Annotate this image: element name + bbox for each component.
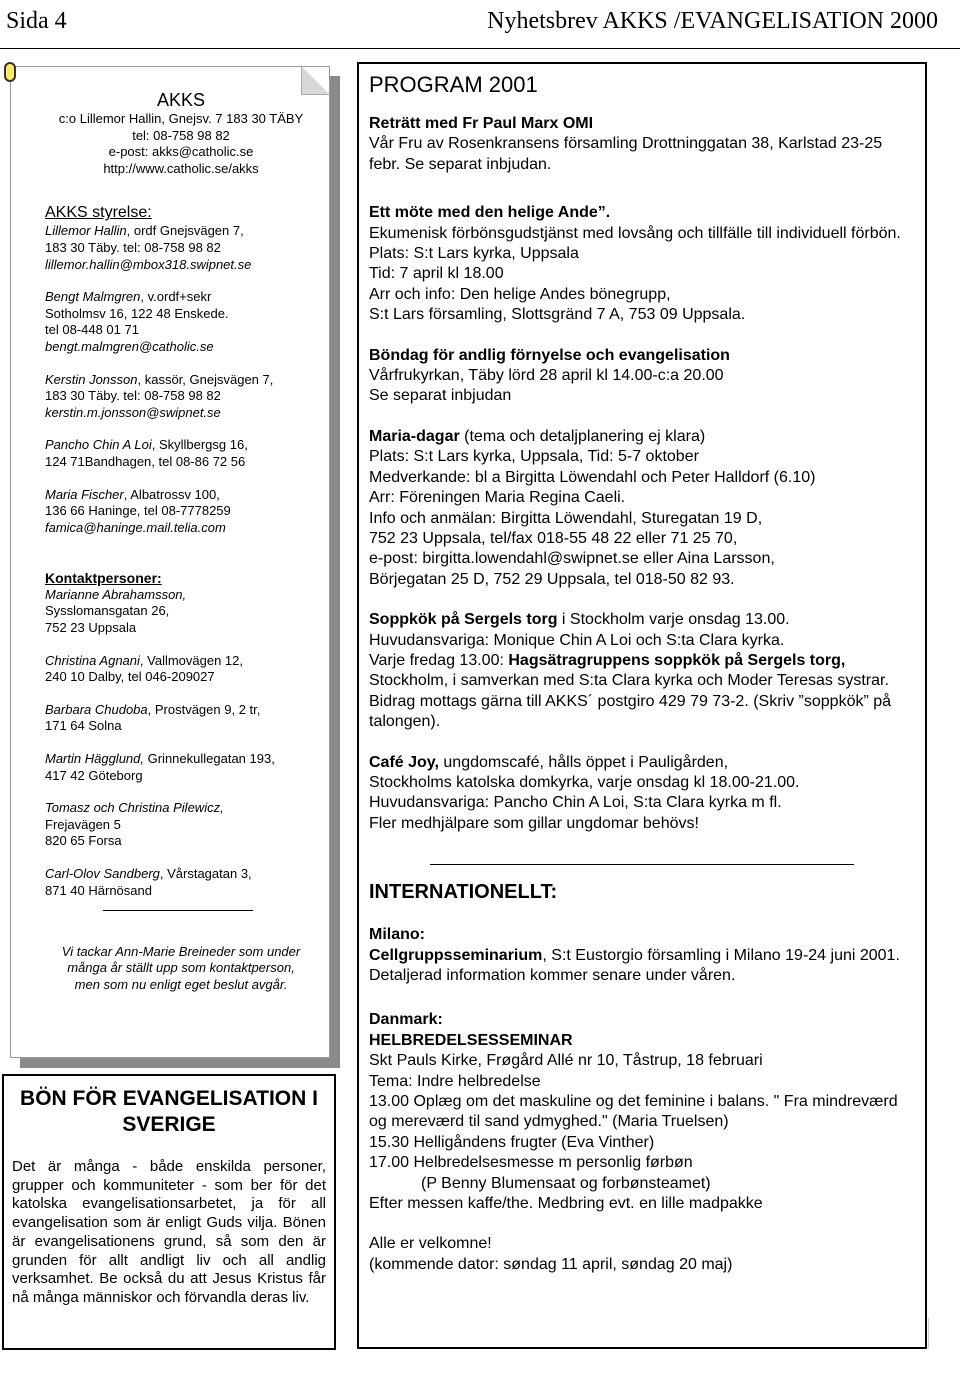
contact-address: 871 40 Härnösand [45, 882, 152, 898]
milano-details: , S:t Eustorgio församling i Milano 19-24 juni 2001. Detaljerad information kommer senare under våren. [369, 946, 900, 984]
danmark-line: 15.30 Helligåndens frugter (Eva Vinther) [369, 1133, 655, 1151]
page-number: Sida 4 [6, 8, 67, 34]
contact-name: Tomasz och Christina Pilewicz, [45, 800, 224, 816]
thanks-line: men som nu enligt eget beslut avgår. [74, 976, 288, 992]
maria-line: 752 23 Uppsala, tel/fax 018-55 48 22 eller 71 25 70, [369, 529, 738, 547]
danmark-line: 13.00 Oplæg om det maskuline og det feminine i balans. " Fra mindreværd og mereværd til sand ydmyghed." (Maria Truelsen) [369, 1093, 898, 1131]
contact-street: , Vårstagatan 3, [159, 866, 252, 881]
styrelse-heading: AKKS styrelse: [45, 204, 152, 222]
card-content [45, 89, 317, 994]
akks-phone: tel: 08-758 98 82 [132, 127, 230, 143]
member-role: , Albatrossv 100, [123, 486, 220, 502]
maria-line: e-post: birgitta.lowendahl@swipnet.se eller Aina Larsson, [369, 550, 775, 568]
maria-line: Medverkande: bl a Birgitta Löwendahl och Peter Halldorf (6.10) [369, 468, 816, 486]
contact-street: , Prostvägen 9, 2 tr, [147, 701, 261, 717]
danmark-after: Efter messen kaffe/the. Medbring evt. en lille madpakke [369, 1195, 763, 1213]
member-address: 124 71Bandhagen, tel 08-86 72 56 [45, 453, 246, 469]
kontakt-person [45, 587, 317, 637]
danmark-next-dates: (kommende dator: søndag 11 april, søndag 20 maj) [369, 1255, 733, 1273]
program-box [357, 62, 927, 1349]
contact-address: 820 65 Forsa [45, 833, 122, 849]
member-role: , ordf Gnejsvägen 7, [126, 223, 244, 239]
prayer-title: BÖN FÖR EVANGELISATION I SVERIGE [20, 1087, 318, 1136]
maria-line: Arr: Föreningen Maria Regina Caeli. [369, 489, 626, 507]
danmark-line: Tema: Indre helbredelse [369, 1072, 541, 1090]
kontakt-person [45, 800, 317, 850]
akks-address-line: c:o Lillemor Hallin, Gnejsv. 7 183 30 TÄBY [58, 111, 304, 126]
member-address: 183 30 Täby. tel: 08-758 98 82 [45, 388, 221, 404]
soppkok-heading-note: i Stockholm varje onsdag 13.00. [557, 611, 790, 629]
ande-line: Tid: 7 april kl 18.00 [369, 265, 504, 283]
ande-line: Plats: S:t Lars kyrka, Uppsala [369, 245, 579, 263]
milano-seminar: Cellgruppsseminarium [369, 946, 543, 964]
ande-line: S:t Lars församling, Slottsgränd 7 A, 753 09 Uppsala. [369, 306, 746, 324]
thanks-line: många år ställt upp som kontaktperson, [67, 960, 295, 976]
soppkok-line: Huvudansvariga: Monique Chin A Loi och S:ta Clara kyrka. [369, 631, 785, 649]
kontakt-person [45, 702, 317, 735]
kontakt-person [45, 653, 317, 686]
member-role: , Skyllbergsg 16, [151, 437, 248, 453]
retreat-heading: Reträtt med Fr Paul Marx OMI [369, 115, 594, 132]
contact-name: Martin Hägglund, [45, 751, 144, 767]
contact-city: 752 23 Uppsala [45, 620, 137, 636]
member-email: lillemor.hallin@mbox318.swipnet.se [45, 256, 252, 272]
paperclip-icon [4, 62, 16, 82]
cafe-heading-note: ungdomscafé, hålls öppet i Pauligården, [438, 753, 729, 771]
danmark-welcome: Alle er velkomne! [369, 1235, 492, 1253]
milano-text [369, 946, 915, 987]
maria-line: Börjegatan 25 D, 752 29 Uppsala, tel 018-50 82 93. [369, 570, 735, 588]
akks-website: http://www.catholic.se/akks [103, 160, 259, 176]
cafe-line: Stockholms katolska domkyrka, varje onsdag kl 18.00-21.00. [369, 773, 800, 791]
contact-name: Barbara Chudoba [45, 701, 148, 717]
header-divider [0, 48, 960, 49]
maria-heading-note: (tema och detaljplanering ej klara) [459, 427, 706, 445]
member-address: Sotholmsv 16, 122 48 Enskede. [45, 305, 229, 321]
retreat-text: Vår Fru av Rosenkransens församling Drottninggatan 38, Karlstad 23-25 febr. Se separat inbjudan. [369, 135, 883, 173]
contact-street: Grinnekullegatan 193, [144, 751, 275, 767]
kontakt-heading: Kontaktpersoner: [45, 570, 162, 587]
thanks-note [45, 944, 317, 994]
bondag-line: Vårfrukyrkan, Täby lörd 28 april kl 14.00-c:a 20.00 [369, 367, 724, 385]
cafe-line: Huvudansvariga: Pancho Chin A Loi, S:ta Clara kyrka m fl. [369, 794, 782, 812]
akks-email: e-post: akks@catholic.se [108, 144, 254, 160]
thanks-line: Vi tackar Ann-Marie Breineder som under [61, 943, 301, 959]
maria-line: Plats: S:t Lars kyrka, Uppsala, Tid: 5-7 oktober [369, 448, 699, 466]
milano-heading: Milano: [369, 926, 425, 944]
soppkok-hagsatra: Hagsätragruppens soppkök på Sergels torg, [508, 651, 846, 669]
member-name: Pancho Chin A Loi [45, 437, 152, 453]
ande-line: Arr och info: Den helige Andes bönegrupp, [369, 285, 671, 303]
soppkok-friday: Varje fredag 13.00: [369, 651, 509, 669]
soppkok-heading: Soppkök på Sergels torg [369, 611, 558, 629]
member-email: famica@haninge.mail.telia.com [45, 519, 226, 535]
styrelse-member [45, 437, 317, 470]
akks-title: AKKS [156, 90, 206, 110]
member-role: , kassör, Gnejsvägen 7, [137, 371, 274, 387]
maria-heading-row [369, 427, 915, 447]
styrelse-member [45, 372, 317, 422]
danmark-heading: Danmark: [369, 1011, 443, 1029]
cafe-line: Fler medhjälpare som gillar ungdomar behövs! [369, 814, 699, 832]
bondag-line: Se separat inbjudan [369, 387, 512, 405]
ande-line: Ekumenisk förbönsgudstjänst med lovsång och tillfälle till individuell förbön. [369, 224, 901, 242]
danmark-seminar-title: HELBREDELSESSEMINAR [369, 1031, 573, 1049]
styrelse-member [45, 487, 317, 537]
member-phone: tel 08-448 01 71 [45, 322, 139, 338]
danmark-indent-line: (P Benny Blumensaat og forbønsteamet) [421, 1174, 711, 1192]
prayer-box [2, 1074, 336, 1350]
member-name: Maria Fischer [45, 486, 124, 502]
section-divider [430, 864, 854, 865]
contact-address: 240 10 Dalby, tel 046-209027 [45, 669, 215, 685]
maria-heading: Maria-dagar [369, 427, 460, 445]
member-email: kerstin.m.jonsson@swipnet.se [45, 404, 221, 420]
ande-heading: Ett möte med den helige Ande”. [369, 204, 611, 222]
contact-card [10, 66, 340, 1068]
contact-address: Sysslomansgatan 26, [45, 603, 170, 619]
soppkok-heading-row [369, 610, 915, 630]
kontakt-person [45, 866, 317, 899]
contact-address: 171 64 Solna [45, 718, 122, 734]
soppkok-text: Stockholm, i samverkan med S:ta Clara kyrka och Moder Teresas systrar. Bidrag mottags gärna till AKKS´ postgiro 429 79 73-2. (Skriv ”soppkök” på talongen). [369, 672, 892, 731]
member-address: 183 30 Täby. tel: 08-758 98 82 [45, 239, 221, 255]
soppkok-line [369, 651, 915, 671]
contact-street: , Vallmovägen 12, [139, 652, 244, 668]
program-title: PROGRAM 2001 [369, 72, 538, 97]
newsletter-title: Nyhetsbrev AKKS /EVANGELISATION 2000 [487, 8, 938, 34]
member-name: Bengt Malmgren [45, 289, 141, 305]
signature-line [45, 899, 317, 916]
international-heading: INTERNATIONELLT: [369, 881, 558, 904]
page-edge-mark [928, 1318, 929, 1348]
danmark-line: Skt Pauls Kirke, Frøgård Allé nr 10, Tåstrup, 18 februari [369, 1052, 763, 1070]
danmark-line: 17.00 Helbredelsesmesse m personlig førbøn [369, 1154, 693, 1172]
contact-street: Frejavägen 5 [45, 816, 121, 832]
contact-name: Carl-Olov Sandberg [45, 866, 160, 881]
prayer-text: Det är många - både enskilda personer, grupper och kommuniteter - som ber för det katolska evangelisationsarbetet, ja för all evangelisation som är enligt Guds vilja. Bönen är evangelisationens grund, så som den är grunden för allt andligt liv och all andlig verksamhet. Be också du att Jesus Kristus får nå många människor och förvandla deras liv. [12, 1158, 326, 1306]
card-body [10, 66, 330, 1058]
cafe-heading-row [369, 753, 915, 773]
contact-name: Christina Agnani [45, 652, 140, 668]
maria-line: Info och anmälan: Birgitta Löwendahl, Sturegatan 19 D, [369, 509, 763, 527]
styrelse-member [45, 289, 317, 355]
member-role: , v.ordf+sekr [140, 289, 212, 305]
kontakt-person [45, 751, 317, 784]
styrelse-member [45, 223, 317, 273]
bondag-heading: Böndag för andlig förnyelse och evangelisation [369, 346, 730, 364]
contact-address: 417 42 Göteborg [45, 767, 143, 783]
contact-name: Marianne Abrahamsson, [45, 586, 187, 602]
member-email: bengt.malmgren@catholic.se [45, 338, 214, 354]
member-name: Kerstin Jonsson [45, 371, 138, 387]
member-name: Lillemor Hallin [45, 223, 127, 239]
cafe-heading: Café Joy, [369, 753, 439, 771]
member-address: 136 66 Haninge, tel 08-7778259 [45, 503, 231, 519]
